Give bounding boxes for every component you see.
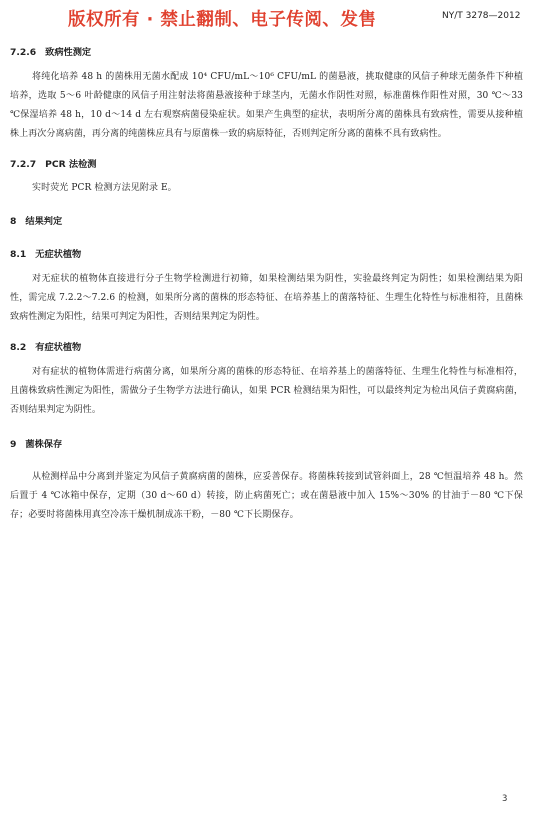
section-title: 结果判定	[25, 216, 63, 227]
section-heading	[10, 339, 523, 353]
section-number: 8.1	[10, 249, 27, 260]
section-9	[10, 436, 523, 525]
document-number: NY/T 3278—2012	[442, 11, 521, 21]
section-title: 致病性测定	[45, 47, 92, 58]
section-8-2	[10, 339, 523, 420]
section-heading	[10, 44, 523, 58]
section-number: 9	[10, 439, 17, 450]
watermark-banner: 版权所有 · 禁止翻制、电子传阅、发售	[68, 10, 377, 30]
section-paragraph: 实时荧光 PCR 检测方法见附录 E。	[32, 183, 177, 193]
section-8-1	[10, 246, 523, 327]
section-paragraph: 将纯化培养 48 h 的菌株用无菌水配成 10⁴ CFU/mL～10⁶ CFU/mL 的菌悬液，挑取健康的风信子种球无菌条件下种植培养，选取 5～6 叶龄健康的风信子用注射法将菌悬液接种于球茎内，无菌水作阴性对照，标准菌株作阳性对照，30 ℃～33 ℃保湿培养 48 h，10 d～14 d 左右观察病菌侵染症状。如果产生典型的症状，表明所分离的菌株具有致病性，需要从接种植株上再次分离病菌，再分离的纯菌株应具有与原菌株一致的病原特征，否则判定所分离的菌株不具有致病性。	[10, 72, 523, 139]
section-heading	[10, 213, 523, 227]
section-7-2-7	[10, 156, 523, 198]
section-heading	[10, 156, 523, 170]
section-paragraph: 对无症状的植物体直接进行分子生物学检测进行初筛，如果检测结果为阴性，实验最终判定为阴性；如果检测结果为阳性，需完成 7.2.2～7.2.6 的检测，如果所分离的菌株的形态特征、在培养基上的菌落特征、生理生化特性与标准相符，且菌株致病性测定为阳性，结果可判定为阳性，否则结果判定为阴性。	[10, 274, 523, 322]
section-number: 8	[10, 216, 17, 227]
section-heading	[10, 246, 523, 260]
section-number: 7.2.7	[10, 159, 37, 170]
section-title: 有症状植物	[35, 342, 82, 353]
section-title: 菌株保存	[25, 439, 63, 450]
section-title: PCR 法检测	[45, 159, 97, 170]
section-8	[10, 213, 523, 227]
section-paragraph: 对有症状的植物体需进行病菌分离，如果所分离的菌株的形态特征、在培养基上的菌落特征、生理生化特性与标准相符，且菌株致病性测定为阳性，需做分子生物学方法进行确认，如果 PCR 检测结果为阳性，可以最终判定为检出风信子黄腐病菌，否则结果判定为阴性。	[10, 367, 523, 415]
page-number: 3	[502, 794, 508, 804]
document-body	[10, 44, 523, 525]
section-paragraph: 从检测样品中分离到并鉴定为风信子黄腐病菌的菌株，应妥善保存。将菌株转接到试管斜面上，28 ℃恒温培养 48 h。然后置于 4 ℃冰箱中保存，定期（30 d～60 d）转接，防止病菌死亡；或在菌悬液中加入 15%～30% 的甘油于－80 ℃下保存；必要时将菌株用真空冷冻干燥机制成冻干粉，－80 ℃下长期保存。	[10, 472, 523, 520]
section-number: 8.2	[10, 342, 27, 353]
section-7-2-6	[10, 44, 523, 144]
section-heading	[10, 436, 523, 450]
section-number: 7.2.6	[10, 47, 37, 58]
section-title: 无症状植物	[35, 249, 82, 260]
